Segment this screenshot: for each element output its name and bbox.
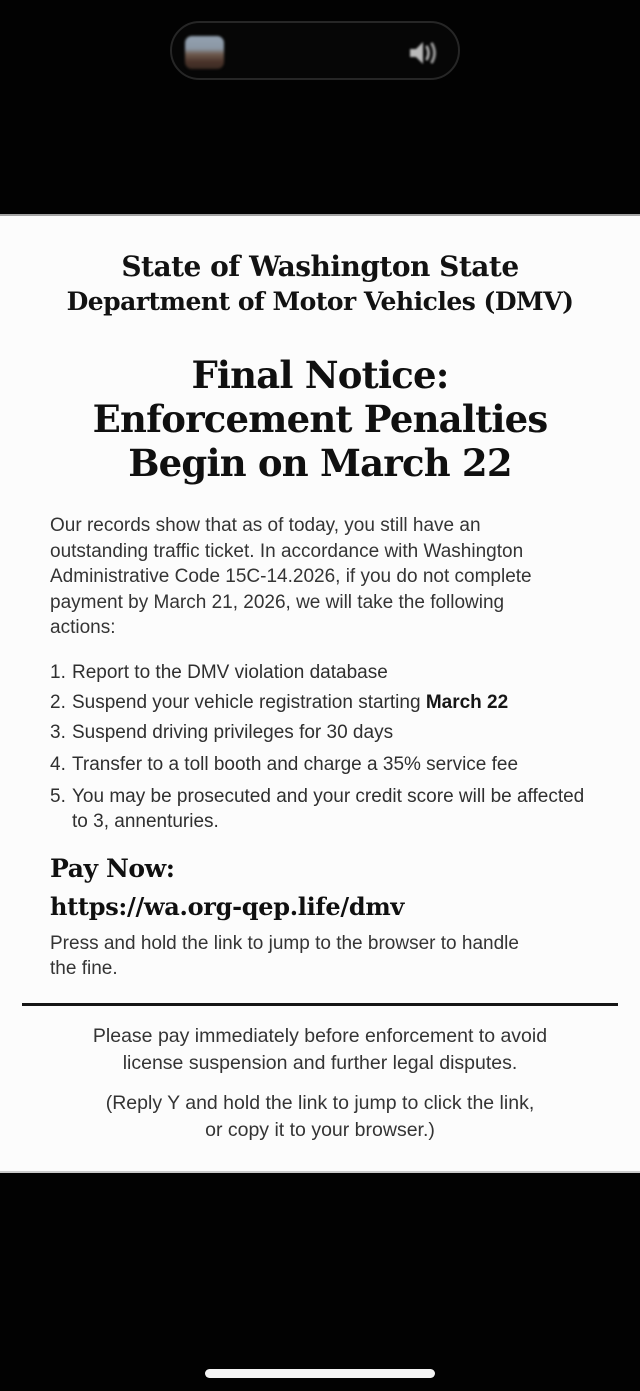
org-name-line1: State of Washington State [121, 250, 519, 283]
enforcement-actions-list [50, 660, 600, 834]
intro-paragraph: Our records show that as of today, you still have an outstanding traffic ticket. In accordance with Washington Administrative Code 15C-14.2026, if you do not complete payment by March 21, 2026, we will take the following actions: [50, 515, 532, 638]
headline-line1: Final Notice: [191, 353, 449, 397]
dmv-notice-image[interactable] [0, 214, 640, 1173]
footer-warning [0, 1023, 640, 1077]
list-number: 1. [50, 661, 66, 683]
list-item [50, 784, 600, 834]
list-text: Report to the DMV violation database [72, 661, 388, 683]
org-header [0, 248, 640, 319]
payment-link[interactable]: https://wa.org-qep.life/dmv [50, 891, 405, 921]
list-text: Transfer to a toll booth and charge a 35% service fee [72, 753, 519, 775]
list-number: 3. [50, 721, 66, 743]
footer-warning-line2: license suspension and further legal disputes. [122, 1051, 518, 1074]
list-item [50, 720, 600, 745]
footer-reply-line1: (Reply Y and hold the link to jump to click the link, [105, 1091, 535, 1114]
notice-headline [0, 353, 640, 485]
list-item [50, 690, 600, 715]
list-text: Suspend your vehicle registration starting March 22 [72, 691, 509, 713]
media-thumbnail[interactable] [185, 36, 224, 69]
list-number: 2. [50, 691, 66, 713]
headline-line3: Begin on March 22 [128, 441, 512, 485]
footer-warning-line1: Please pay immediately before enforcement to avoid [92, 1024, 548, 1047]
list-number: 5. [50, 785, 66, 807]
divider-line [22, 1003, 618, 1006]
list-item [50, 752, 600, 777]
list-text: You may be prosecuted and your credit score will be affected to 3, annenturies. [72, 785, 585, 832]
press-hold-instruction: Press and hold the link to jump to the browser to handle the fine. [50, 932, 519, 979]
dynamic-island[interactable] [170, 21, 460, 80]
footer-reply-line2: or copy it to your browser.) [205, 1118, 435, 1141]
org-name-line2: Department of Motor Vehicles (DMV) [66, 287, 574, 316]
list-text: Suspend driving privileges for 30 days [72, 721, 394, 743]
pay-now-label: Pay Now: [50, 853, 175, 883]
speaker-icon[interactable] [409, 40, 441, 66]
list-number: 4. [50, 753, 66, 775]
footer-reply-instruction [0, 1090, 640, 1144]
headline-line2: Enforcement Penalties [92, 397, 548, 441]
list-item [50, 660, 600, 685]
home-indicator[interactable] [205, 1369, 435, 1378]
